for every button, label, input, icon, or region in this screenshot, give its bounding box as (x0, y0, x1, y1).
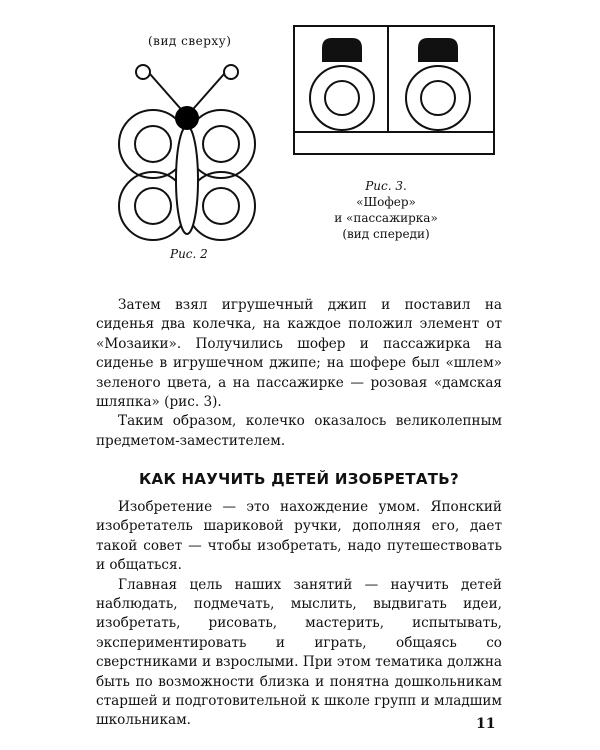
page-number: 11 (476, 716, 496, 732)
section-text-block (96, 498, 502, 731)
driver-ring-outer (310, 66, 374, 130)
lower-left-wing-inner (135, 188, 171, 224)
right-antenna-tip (224, 65, 238, 79)
figure-3-caption-line-3: (вид спереди) (342, 227, 430, 241)
figure-2-top-caption: (вид сверху) (148, 34, 232, 48)
body-paragraph-1: Затем взял игрушечный джип и поставил на сиденья два колечка, на каждое положил элемент от «Мозаики». Получились шофер и пассажирка на сиденье в игрушечном джипе; на шофере был «шлем» зеленого цвета, а на пассажирке — розовая «дамская шляпка» (рис. 3). (96, 297, 502, 411)
figure-3-caption-line-2: и «пассажирка» (334, 211, 438, 225)
body-paragraph-2: Таким образом, колечко оказалось великолепным предметом-заместителем. (96, 413, 502, 449)
butterfly-head (175, 106, 199, 130)
butterfly-body (176, 126, 198, 234)
upper-right-wing-inner (203, 126, 239, 162)
figure-2-butterfly-illustration (100, 52, 280, 248)
passenger-hat (418, 38, 458, 62)
left-antenna-tip (136, 65, 150, 79)
figure-2-label: Рис. 2 (170, 247, 208, 261)
driver-helmet (322, 38, 362, 62)
upper-left-wing-inner (135, 126, 171, 162)
passenger-ring-outer (406, 66, 470, 130)
section-paragraph-2: Главная цель наших занятий — научить детей наблюдать, подмечать, мыслить, выдвигать идеи, изобретать, рисовать, мастерить, испытывать, экспериментировать и играть, общаясь со сверстниками и взрослыми. При этом тематика должна быть по возможности близка и понятна дошкольникам старшей и подготовительной к школе групп и младшим школьникам. (96, 576, 502, 729)
section-heading: КАК НАУЧИТЬ ДЕТЕЙ ИЗОБРЕТАТЬ? (138, 470, 460, 488)
passenger-ring-inner (421, 81, 455, 115)
figure-3-caption (322, 178, 450, 242)
lower-right-wing-inner (203, 188, 239, 224)
body-text-block (96, 296, 502, 451)
figure-3-label: Рис. 3. (365, 179, 407, 193)
figure-3-caption-line-1: «Шофер» (356, 195, 416, 209)
figure-3-jeep-illustration (292, 24, 496, 158)
driver-ring-inner (325, 81, 359, 115)
section-paragraph-1: Изобретение — это нахождение умом. Японский изобретатель шариковой ручки, дополняя его, дает такой совет — чтобы изобретать, надо путешествовать и общаться. (96, 499, 502, 574)
